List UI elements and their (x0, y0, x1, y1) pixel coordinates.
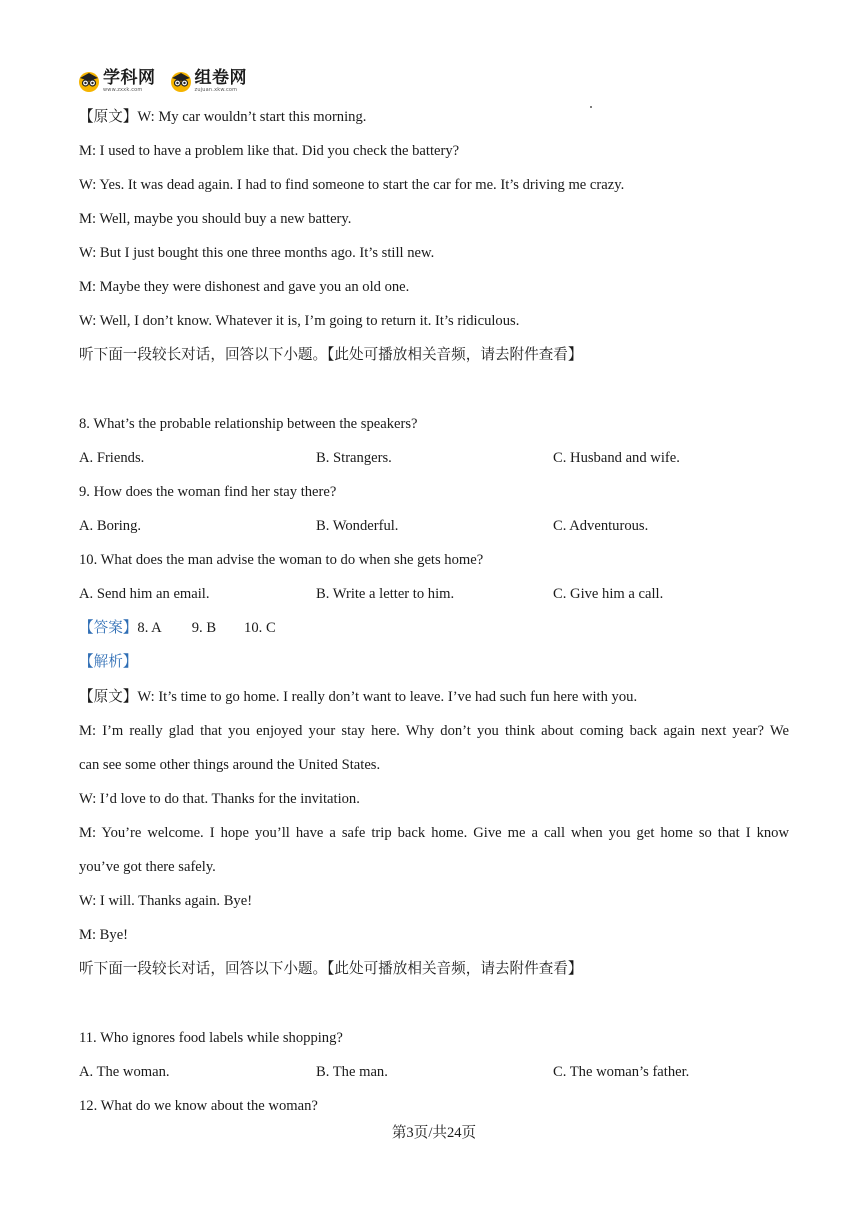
owl-icon (78, 70, 100, 92)
owl-icon (170, 70, 192, 92)
answer-item: 10. C (244, 620, 276, 636)
transcript-line: W: I’d love to do that. Thanks for the invitation. (79, 791, 360, 807)
dialogue-text: W: My car wouldn’t start this morning. (137, 109, 367, 125)
option-b: B. The man. (316, 1064, 388, 1080)
option-a: A. Send him an email. (79, 586, 210, 602)
transcript-line: M: Bye! (79, 927, 129, 943)
transcript-line: M: Maybe they were dishonest and gave you an old one. (79, 279, 410, 295)
option-a: A. Boring. (79, 518, 142, 534)
transcript-line (79, 690, 637, 705)
transcript-line (79, 110, 366, 125)
answer-item: 8. A (137, 620, 162, 636)
logo-subtitle: zujuan.xkw.com (194, 86, 238, 93)
answer-line (79, 621, 276, 636)
option-a: A. Friends. (79, 450, 145, 466)
transcript-line: W: Yes. It was dead again. I had to find someone to start the car for me. It’s driving me crazy. (79, 177, 625, 193)
question-text: 11. Who ignores food labels while shopping? (79, 1030, 343, 1046)
answer-tag: 【答案】 (79, 620, 138, 636)
transcript-line: W: I will. Thanks again. Bye! (79, 893, 253, 909)
transcript-line: M: Well, maybe you should buy a new battery. (79, 211, 352, 227)
instruction-text: 听下面一段较长对话，回答以下小题。【此处可播放相关音频，请去附件查看】 (79, 961, 583, 977)
original-text-tag: 【原文】 (79, 689, 138, 705)
zxxk-logo[interactable] (78, 67, 156, 93)
question-text: 10. What does the man advise the woman to do when she gets home? (79, 552, 484, 568)
page-number: 第3页/共24页 (391, 1125, 477, 1141)
question-text: 8. What’s the probable relationship between the speakers? (79, 416, 418, 432)
transcript-line: can see some other things around the United States. (79, 757, 381, 773)
logo-subtitle: www.zxxk.com (103, 86, 143, 93)
transcript-line: M: You’re welcome. I hope you’ll have a safe trip back home. Give me a call when you get home so that I know (79, 825, 789, 841)
option-b: B. Wonderful. (316, 518, 399, 534)
question-text: 12. What do we know about the woman? (79, 1098, 318, 1114)
option-b: B. Write a letter to him. (316, 586, 455, 602)
option-b: B. Strangers. (316, 450, 392, 466)
stray-dot (590, 106, 592, 108)
site-header (78, 66, 247, 96)
option-a: A. The woman. (79, 1064, 170, 1080)
instruction-text: 听下面一段较长对话，回答以下小题。【此处可播放相关音频，请去附件查看】 (79, 347, 583, 363)
answer-item: 9. B (191, 620, 217, 636)
logo-title: 组卷网 (194, 67, 247, 88)
transcript-line: W: But I just bought this one three months ago. It’s still new. (79, 245, 435, 261)
original-text-tag: 【原文】 (79, 109, 138, 125)
transcript-line: M: I’m really glad that you enjoyed your stay here. Why don’t you think about coming back again next year? We (79, 723, 789, 739)
analysis-tag: 【解析】 (79, 654, 138, 670)
question-text: 9. How does the woman find her stay there? (79, 484, 337, 500)
option-c: C. Adventurous. (553, 518, 649, 534)
transcript-line: W: Well, I don’t know. Whatever it is, I’m going to return it. It’s ridiculous. (79, 313, 520, 329)
option-c: C. Husband and wife. (553, 450, 680, 466)
logo-title: 学科网 (103, 67, 156, 88)
transcript-line: M: I used to have a problem like that. Did you check the battery? (79, 143, 460, 159)
option-c: C. The woman’s father. (553, 1064, 690, 1080)
dialogue-text: W: It’s time to go home. I really don’t want to leave. I’ve had such fun here with you. (137, 689, 638, 705)
transcript-line: you’ve got there safely. (79, 859, 216, 875)
zujuan-logo[interactable] (170, 67, 248, 93)
option-c: C. Give him a call. (553, 586, 664, 602)
